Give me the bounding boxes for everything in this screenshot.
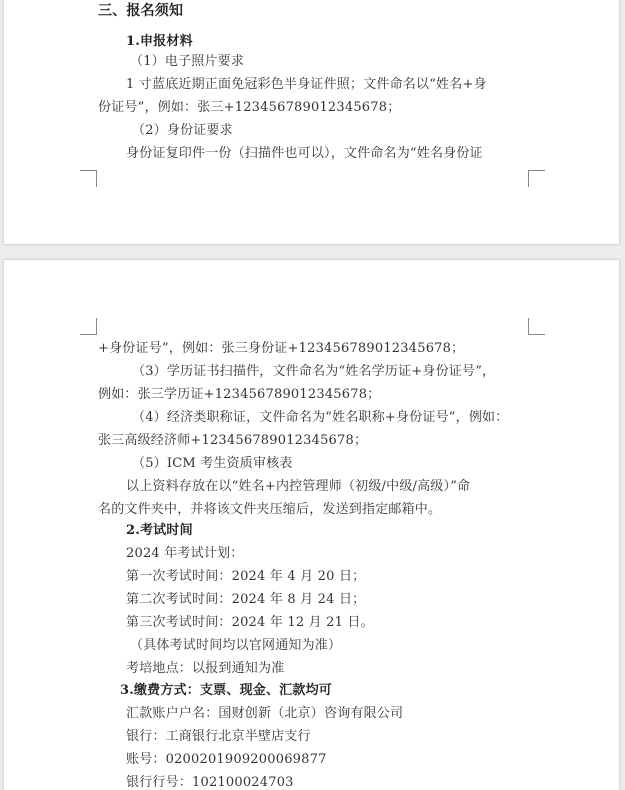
item-diploma: （3）学历证书扫描件，文件命名为“姓名学历证+身份证号”， xyxy=(132,364,496,379)
exam-note: （具体考试时间均以官网通知为准） xyxy=(130,638,342,653)
crop-mark-top-left xyxy=(80,318,97,335)
crop-mark-top-right xyxy=(528,318,545,335)
paragraph-line: 以上资料存放在以“姓名+内控管理师（初级/中级/高级）”命 xyxy=(126,479,471,494)
exam-location: 考培地点：以报到通知为准 xyxy=(126,661,285,676)
paragraph-line: 份证号”，例如：张三+123456789012345678； xyxy=(98,100,401,115)
crop-mark-bottom-right xyxy=(528,170,545,187)
subsection-heading-materials: 1.申报材料 xyxy=(126,34,193,49)
document-page-2 xyxy=(4,260,619,790)
paragraph-line: 名的文件夹中，并将该文件夹压缩后，发送到指定邮箱中。 xyxy=(98,502,442,517)
paragraph-line: 张三高级经济师+123456789012345678； xyxy=(98,433,368,448)
paragraph-line: 身份证复印件一份（扫描件也可以），文件命名为“姓名身份证 xyxy=(126,146,483,161)
section-heading: 三、报名须知 xyxy=(98,3,184,19)
item-review-form: （5）ICM 考生资质审核表 xyxy=(132,456,293,471)
account-name: 汇款账户户名：国财创新（北京）咨询有限公司 xyxy=(126,706,404,721)
paragraph-line: 例如：张三学历证+123456789012345678； xyxy=(98,387,381,402)
item-title-certificate: （4）经济类职称证，文件命名为“姓名职称+身份证号”，例如： xyxy=(132,410,509,425)
bank-code: 银行行号：102100024703 xyxy=(126,775,294,790)
account-number: 账号：0200201909200069877 xyxy=(126,752,327,767)
bank-name: 银行：工商银行北京半壁店支行 xyxy=(126,729,311,744)
exam-date-third: 第三次考试时间：2024 年 12 月 21 日。 xyxy=(126,615,374,630)
subsection-heading-payment: 3.缴费方式：支票、现金、汇款均可 xyxy=(120,683,332,698)
exam-date-first: 第一次考试时间：2024 年 4 月 20 日； xyxy=(126,569,366,584)
subsection-heading-exam-time: 2.考试时间 xyxy=(126,523,193,538)
document-page-1 xyxy=(4,0,619,244)
item-id-card-heading: （2）身份证要求 xyxy=(132,123,233,138)
crop-mark-bottom-left xyxy=(80,170,97,187)
exam-plan-label: 2024 年考试计划： xyxy=(126,546,244,561)
item-photo-heading: （1）电子照片要求 xyxy=(130,54,245,69)
exam-date-second: 第二次考试时间：2024 年 8 月 24 日； xyxy=(126,592,366,607)
paragraph-line: +身份证号”，例如：张三身份证+123456789012345678； xyxy=(98,341,465,356)
paragraph-line: 1 寸蓝底近期正面免冠彩色半身证件照；文件命名以“姓名+身 xyxy=(126,77,487,92)
